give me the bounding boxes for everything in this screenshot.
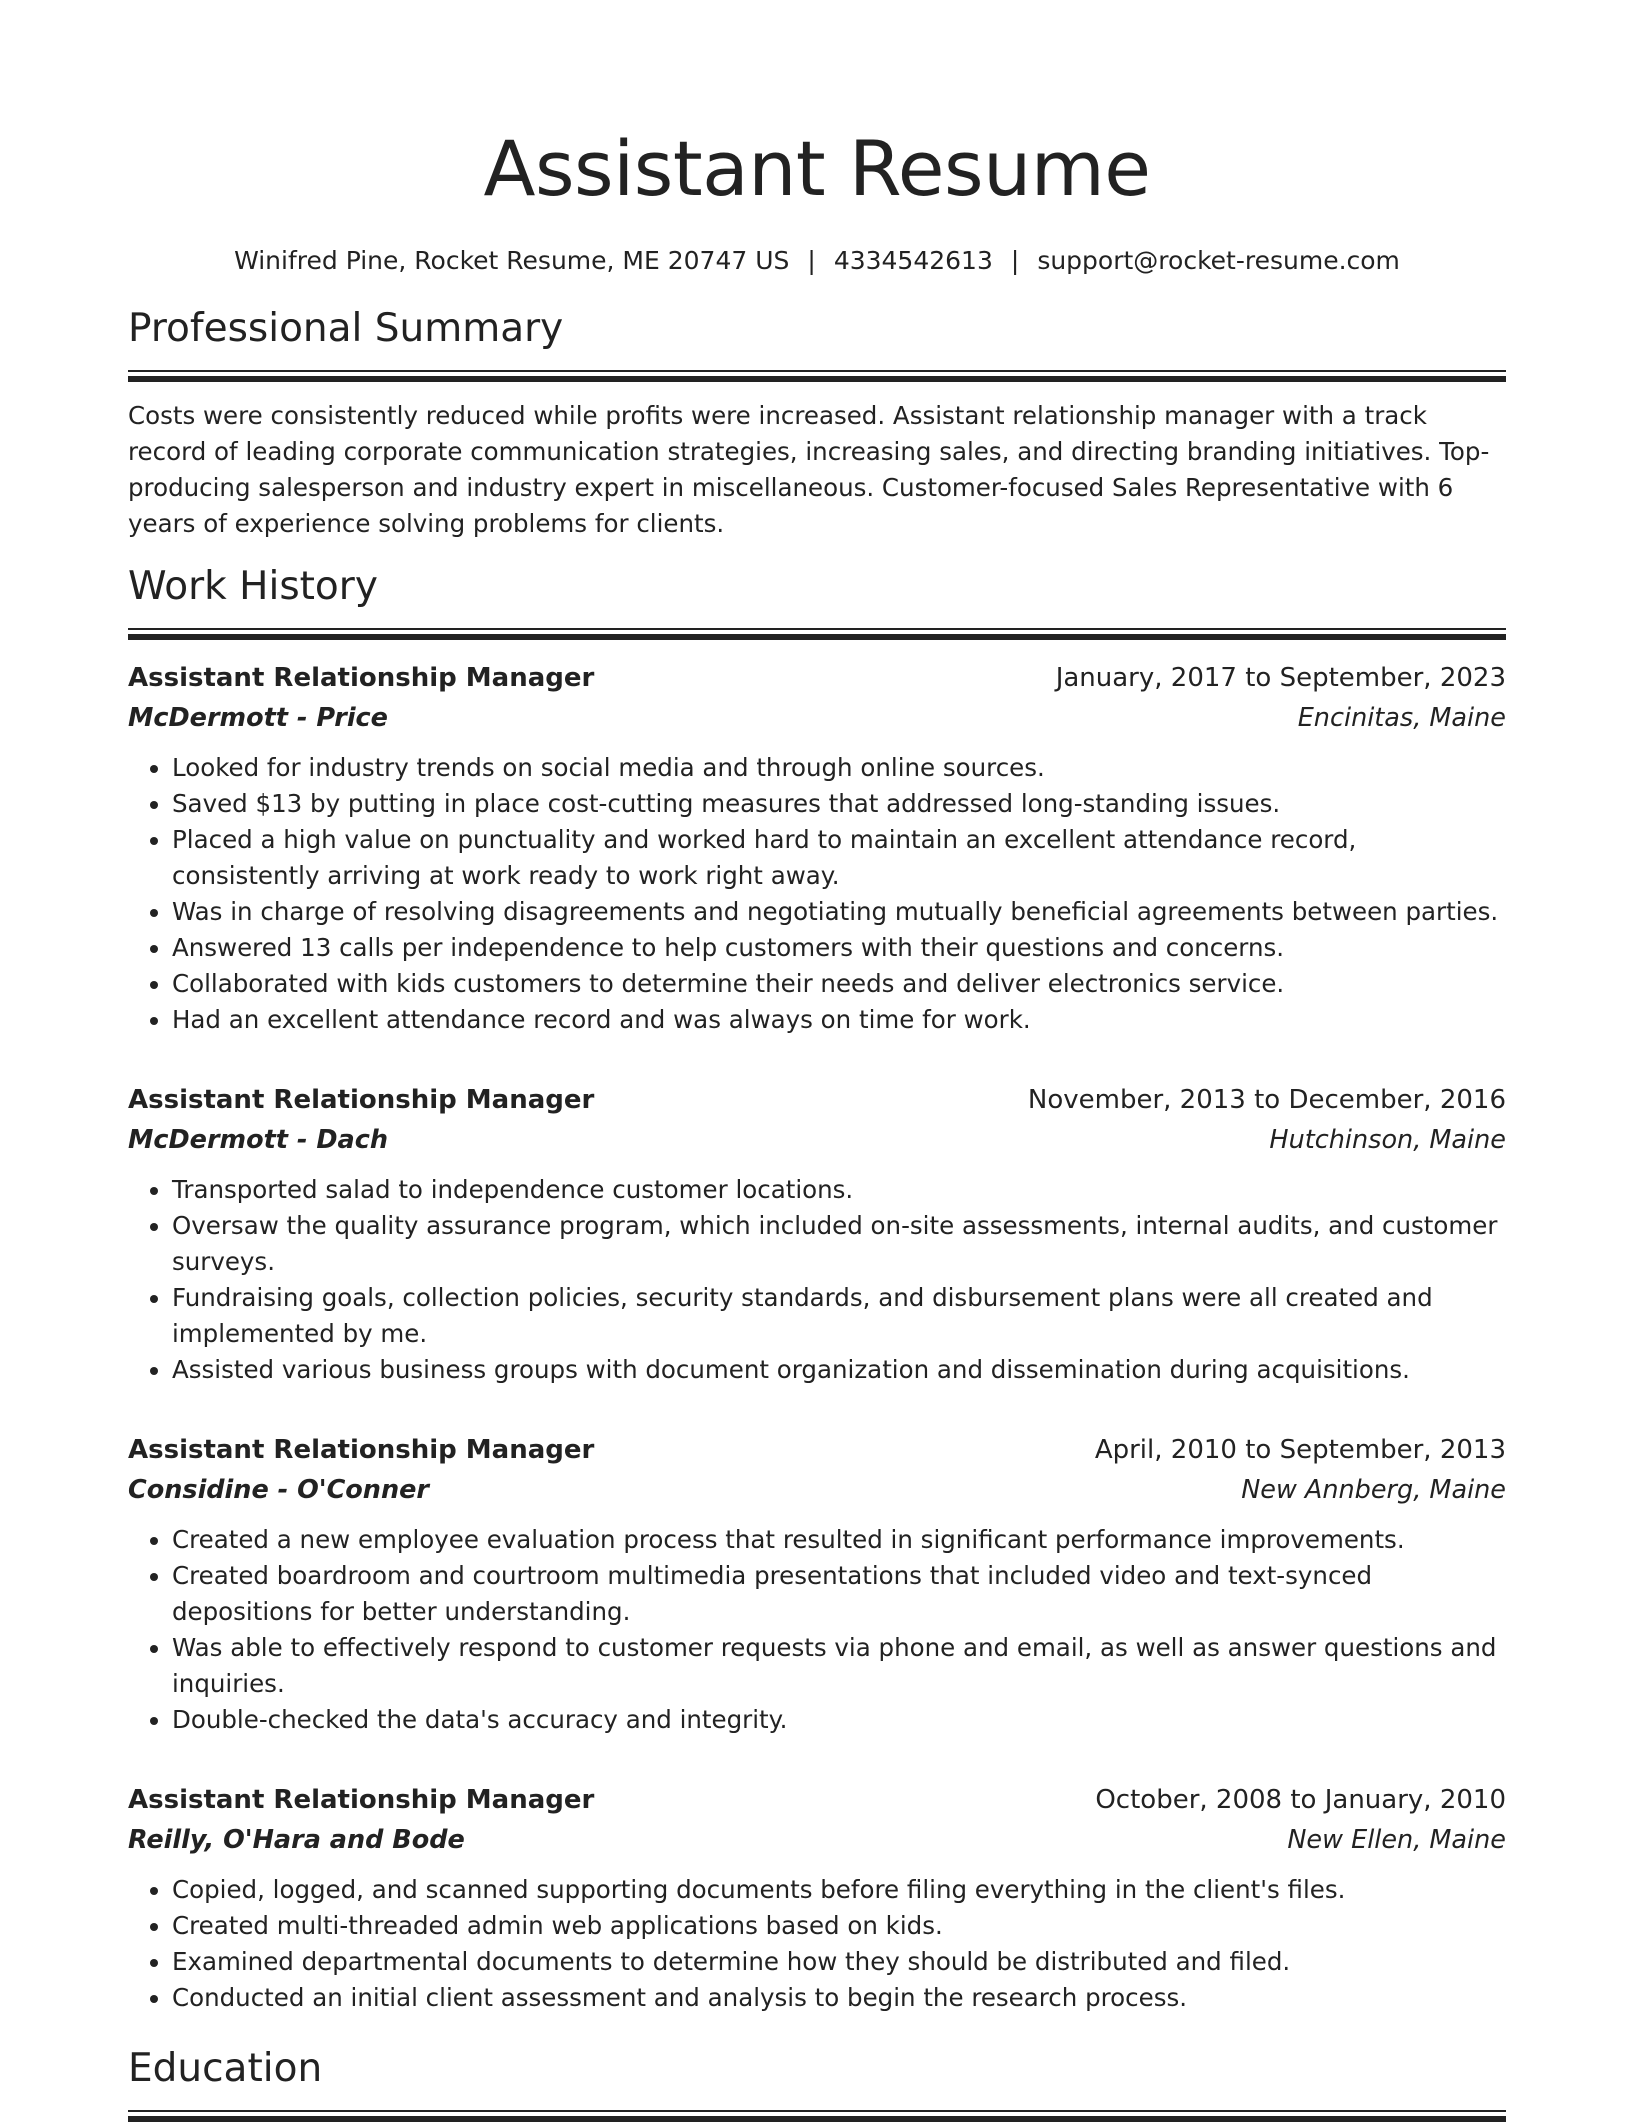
job-dates: October, 2008 to January, 2010 xyxy=(1095,1785,1506,1815)
job-bullet: • Placed a high value on punctuality and worked hard to maintain an excellent attendance record, consistently arriving at work ready to work right away. xyxy=(172,822,1506,894)
job-company: Considine - O'Conner xyxy=(128,1475,429,1505)
job-bullet-list xyxy=(128,1522,1506,1738)
job-company: McDermott - Price xyxy=(128,703,388,733)
summary-text: Costs were consistently reduced while profits were increased. Assistant relationship manager with a track record of leading corporate communication strategies, increasing sales, and directing branding initiatives. Top-producing salesperson and industry expert in miscellaneous. Customer-focused Sales Representative with 6 years of experience solving problems for clients. xyxy=(128,401,1490,538)
job-bullet: • Oversaw the quality assurance program, which included on-site assessments, internal audits, and customer surveys. xyxy=(172,1208,1506,1280)
job-company: McDermott - Dach xyxy=(128,1125,388,1155)
job-title: Assistant Relationship Manager xyxy=(128,1435,595,1465)
job-bullet: • Looked for industry trends on social media and through online sources. xyxy=(172,750,1506,786)
job-bullet: • Conducted an initial client assessment and analysis to begin the research process. xyxy=(172,1980,1506,2016)
job-bullet: • Had an excellent attendance record and was always on time for work. xyxy=(172,1002,1506,1038)
job-dates: November, 2013 to December, 2016 xyxy=(1027,1085,1506,1115)
job-company-row xyxy=(128,1472,1506,1508)
job-bullet: • Examined departmental documents to determine how they should be distributed and filed. xyxy=(172,1944,1506,1980)
work-history-section xyxy=(128,562,1506,2016)
section-divider xyxy=(128,628,1506,640)
job-list xyxy=(128,660,1506,2016)
job-entry xyxy=(128,1432,1506,1738)
job-location: New Annberg, Maine xyxy=(1241,1475,1506,1505)
education-section xyxy=(128,2044,1506,2122)
job-bullet: • Transported salad to independence customer locations. xyxy=(172,1172,1506,1208)
work-history-heading: Work History xyxy=(128,564,378,609)
job-company-row xyxy=(128,1822,1506,1858)
job-location: New Ellen, Maine xyxy=(1287,1825,1506,1855)
section-divider xyxy=(128,370,1506,382)
job-bullet: • Double-checked the data's accuracy and integrity. xyxy=(172,1702,1506,1738)
resume-title: Assistant Resume xyxy=(483,124,1151,213)
job-entry xyxy=(128,660,1506,1038)
education-heading: Education xyxy=(128,2046,323,2091)
job-header-row xyxy=(128,1432,1506,1468)
job-bullet: • Assisted various business groups with document organization and dissemination during acquisitions. xyxy=(172,1352,1506,1388)
job-bullet-list xyxy=(128,1872,1506,2016)
job-bullet: • Was in charge of resolving disagreements and negotiating mutually beneficial agreements between parties. xyxy=(172,894,1506,930)
contact-line xyxy=(128,244,1506,278)
contact-address: Winifred Pine, Rocket Resume, ME 20747 US xyxy=(234,246,790,275)
job-dates: April, 2010 to September, 2013 xyxy=(1094,1435,1506,1465)
job-title: Assistant Relationship Manager xyxy=(128,663,595,693)
contact-email: support@rocket-resume.com xyxy=(1037,246,1400,275)
job-bullet: • Created a new employee evaluation process that resulted in significant performance improvements. xyxy=(172,1522,1506,1558)
summary-section xyxy=(128,304,1506,542)
job-company-row xyxy=(128,700,1506,736)
job-entry xyxy=(128,1782,1506,2016)
job-bullet: • Saved $13 by putting in place cost-cutting measures that addressed long-standing issues. xyxy=(172,786,1506,822)
job-header-row xyxy=(128,660,1506,696)
job-location: Encinitas, Maine xyxy=(1297,703,1506,733)
job-dates: January, 2017 to September, 2023 xyxy=(1055,663,1506,693)
job-bullet: • Was able to effectively respond to customer requests via phone and email, as well as answer questions and inquiries. xyxy=(172,1630,1506,1702)
job-title: Assistant Relationship Manager xyxy=(128,1085,595,1115)
job-bullet-list xyxy=(128,750,1506,1038)
job-bullet: • Copied, logged, and scanned supporting documents before filing everything in the client's files. xyxy=(172,1872,1506,1908)
contact-separator: | xyxy=(807,246,816,275)
job-header-row xyxy=(128,1782,1506,1818)
job-bullet: • Collaborated with kids customers to determine their needs and deliver electronics service. xyxy=(172,966,1506,1002)
job-bullet: • Answered 13 calls per independence to help customers with their questions and concerns. xyxy=(172,930,1506,966)
job-company: Reilly, O'Hara and Bode xyxy=(128,1825,465,1855)
job-bullet: • Created boardroom and courtroom multimedia presentations that included video and text-synced depositions for better understanding. xyxy=(172,1558,1506,1630)
job-header-row xyxy=(128,1082,1506,1118)
job-company-row xyxy=(128,1122,1506,1158)
contact-separator: | xyxy=(1010,246,1020,275)
summary-heading: Professional Summary xyxy=(128,306,564,351)
contact-phone: 4334542613 xyxy=(833,246,993,275)
job-location: Hutchinson, Maine xyxy=(1269,1125,1506,1155)
job-bullet-list xyxy=(128,1172,1506,1388)
job-title: Assistant Relationship Manager xyxy=(128,1785,595,1815)
job-bullet: • Fundraising goals, collection policies, security standards, and disbursement plans were all created and implemented by me. xyxy=(172,1280,1506,1352)
job-bullet: • Created multi-threaded admin web applications based on kids. xyxy=(172,1908,1506,1944)
job-entry xyxy=(128,1082,1506,1388)
